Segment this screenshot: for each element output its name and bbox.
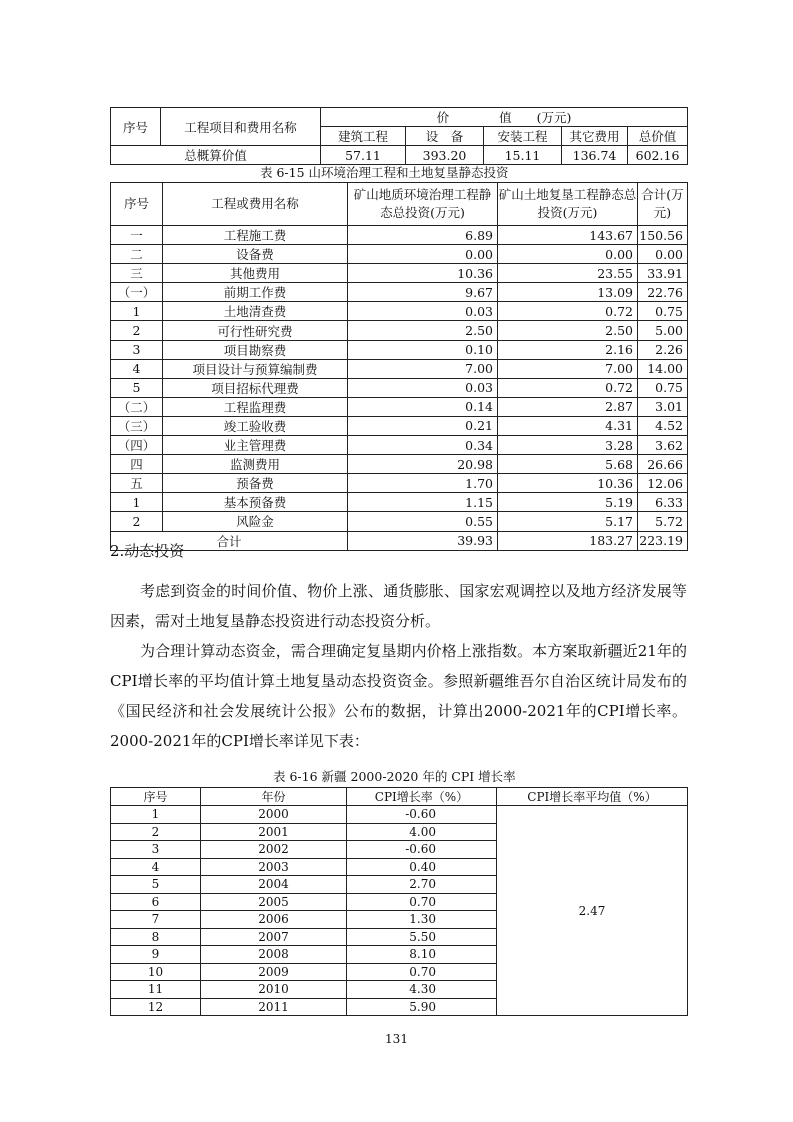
table-row	[111, 146, 688, 165]
row-total: 14.00	[638, 359, 688, 378]
row-no: 1	[111, 493, 163, 512]
row-env: 0.55	[348, 512, 498, 531]
table-row	[111, 283, 688, 302]
row-no: 五	[111, 474, 163, 493]
row-name: 前期工作费	[163, 283, 348, 302]
table-caption: 表 6-15 山环境治理工程和土地复垦静态投资	[260, 165, 509, 180]
row-land: 3.28	[498, 436, 638, 455]
row-name: 设备费	[163, 245, 348, 264]
row-name: 工程监理费	[163, 397, 348, 416]
header-total: 合计(万元)	[638, 183, 688, 226]
table-row	[111, 806, 688, 824]
cell: 57.11	[321, 146, 406, 165]
row-name: 项目招标代理费	[163, 378, 348, 397]
row-name: 项目设计与预算编制费	[163, 359, 348, 378]
row-cpi: -0.60	[347, 841, 497, 859]
row-land: 7.00	[498, 359, 638, 378]
budget-summary-table	[110, 107, 688, 165]
row-land: 5.19	[498, 493, 638, 512]
row-no: （一）	[111, 283, 163, 302]
row-no: （三）	[111, 416, 163, 435]
row-env: 0.34	[348, 436, 498, 455]
header-avg: CPI增长率平均值（%）	[497, 788, 688, 806]
sum-total: 223.19	[638, 531, 688, 550]
row-year: 2000	[201, 806, 347, 824]
row-no: 2	[111, 512, 163, 531]
row-land: 0.00	[498, 245, 638, 264]
subheader: 安装工程	[484, 127, 562, 146]
row-cpi: 4.00	[347, 823, 497, 841]
row-total: 5.72	[638, 512, 688, 531]
row-cpi: 8.10	[347, 946, 497, 964]
row-cpi: 0.70	[347, 963, 497, 981]
table-row	[111, 264, 688, 283]
row-no: 四	[111, 455, 163, 474]
row-no: 一	[111, 226, 163, 245]
row-name: 工程施工费	[163, 226, 348, 245]
row-env: 0.03	[348, 302, 498, 321]
row-land: 10.36	[498, 474, 638, 493]
section-heading: 2.动态投资	[110, 542, 185, 560]
table-row	[111, 416, 688, 435]
row-cpi: 4.30	[347, 981, 497, 999]
page-number: 131	[385, 1032, 408, 1046]
header-no: 序号	[111, 183, 163, 226]
row-cpi: 0.40	[347, 858, 497, 876]
row-total: 3.01	[638, 397, 688, 416]
table-row	[111, 321, 688, 340]
row-env: 6.89	[348, 226, 498, 245]
row-name: 基本预备费	[163, 493, 348, 512]
row-no: 6	[111, 893, 201, 911]
row-no: 5	[111, 876, 201, 894]
row-no: 7	[111, 911, 201, 929]
row-cpi: 2.70	[347, 876, 497, 894]
row-no: （四）	[111, 436, 163, 455]
row-total: 0.75	[638, 302, 688, 321]
header-value: 价 值 (万元)	[321, 108, 688, 127]
row-no: 三	[111, 264, 163, 283]
row-env: 0.14	[348, 397, 498, 416]
row-no: 1	[111, 806, 201, 824]
header-name: 工程或费用名称	[163, 183, 348, 226]
row-env: 2.50	[348, 321, 498, 340]
row-total: 4.52	[638, 416, 688, 435]
row-year: 2006	[201, 911, 347, 929]
row-land: 2.87	[498, 397, 638, 416]
row-year: 2001	[201, 823, 347, 841]
row-year: 2011	[201, 998, 347, 1016]
table-row	[111, 512, 688, 531]
cell: 15.11	[484, 146, 562, 165]
row-env: 0.00	[348, 245, 498, 264]
row-no: 4	[111, 359, 163, 378]
row-no: 3	[111, 841, 201, 859]
header-no: 序号	[111, 108, 161, 146]
row-total: 0.00	[638, 245, 688, 264]
row-env: 10.36	[348, 264, 498, 283]
row-name: 土地清查费	[163, 302, 348, 321]
header-no: 序号	[111, 788, 201, 806]
sum-land: 183.27	[498, 531, 638, 550]
row-env: 1.15	[348, 493, 498, 512]
table-row	[111, 397, 688, 416]
row-total: 2.26	[638, 340, 688, 359]
row-name: 预备费	[163, 474, 348, 493]
row-land: 2.16	[498, 340, 638, 359]
row-cpi: 0.70	[347, 893, 497, 911]
table-row	[111, 436, 688, 455]
cpi-growth-table	[110, 787, 688, 1016]
row-total: 6.33	[638, 493, 688, 512]
paragraph: 考虑到资金的时间价值、物价上涨、通货膨胀、国家宏观调控以及地方经济发展等因素，需对土地复垦静态投资进行动态投资分析。	[110, 582, 687, 630]
row-no: 11	[111, 981, 201, 999]
table-row	[111, 302, 688, 321]
subheader: 设 备	[406, 127, 484, 146]
row-year: 2002	[201, 841, 347, 859]
row-land: 4.31	[498, 416, 638, 435]
row-land: 2.50	[498, 321, 638, 340]
row-year: 2009	[201, 963, 347, 981]
subheader: 其它费用	[562, 127, 628, 146]
row-cpi: -0.60	[347, 806, 497, 824]
subheader: 建筑工程	[321, 127, 406, 146]
row-no: 9	[111, 946, 201, 964]
table-row	[111, 359, 688, 378]
row-env: 9.67	[348, 283, 498, 302]
row-land: 13.09	[498, 283, 638, 302]
row-year: 2005	[201, 893, 347, 911]
row-no: 10	[111, 963, 201, 981]
table-caption: 表 6-16 新疆 2000-2020 年的 CPI 增长率	[273, 769, 516, 784]
static-investment-table	[110, 182, 688, 551]
row-no: 4	[111, 858, 201, 876]
row-land: 23.55	[498, 264, 638, 283]
header-name: 工程项目和费用名称	[161, 108, 321, 146]
row-land: 143.67	[498, 226, 638, 245]
row-no: （二）	[111, 397, 163, 416]
table-row	[111, 474, 688, 493]
row-name: 竣工验收费	[163, 416, 348, 435]
row-year: 2007	[201, 928, 347, 946]
paragraph: 为合理计算动态资金，需合理确定复垦期内价格上涨指数。本方案取新疆近21年的CPI增长率的平均值计算土地复垦动态投资资金。参照新疆维吾尔自治区统计局发布的《国民经济和社会发展统计公报》公布的数据，计算出2000-2021年的CPI增长率。2000-2021年的CPI增长率详见下表：	[110, 642, 687, 750]
row-total: 26.66	[638, 455, 688, 474]
row-total: 5.00	[638, 321, 688, 340]
cell: 393.20	[406, 146, 484, 165]
sum-label: 合计	[111, 531, 348, 550]
row-env: 0.03	[348, 378, 498, 397]
header-cpi: CPI增长率（%）	[347, 788, 497, 806]
row-no: 1	[111, 302, 163, 321]
row-land: 5.17	[498, 512, 638, 531]
cpi-average-cell: 2.47	[497, 806, 688, 1016]
table-row	[111, 378, 688, 397]
table-row	[111, 455, 688, 474]
row-name: 业主管理费	[163, 436, 348, 455]
row-no: 2	[111, 823, 201, 841]
header-year: 年份	[201, 788, 347, 806]
row-land: 0.72	[498, 378, 638, 397]
row-land: 5.68	[498, 455, 638, 474]
row-name: 可行性研究费	[163, 321, 348, 340]
sum-env: 39.93	[348, 531, 498, 550]
row-name: 监测费用	[163, 455, 348, 474]
table-row	[111, 245, 688, 264]
cell: 602.16	[628, 146, 688, 165]
row-no: 8	[111, 928, 201, 946]
row-cpi: 1.30	[347, 911, 497, 929]
row-year: 2010	[201, 981, 347, 999]
row-no: 二	[111, 245, 163, 264]
table-row	[111, 340, 688, 359]
row-no: 2	[111, 321, 163, 340]
row-total: 150.56	[638, 226, 688, 245]
table-row	[111, 226, 688, 245]
row-total: 22.76	[638, 283, 688, 302]
row-year: 2008	[201, 946, 347, 964]
table-row	[111, 493, 688, 512]
row-total: 12.06	[638, 474, 688, 493]
row-env: 7.00	[348, 359, 498, 378]
subheader: 总价值	[628, 127, 688, 146]
row-year: 2003	[201, 858, 347, 876]
row-no: 5	[111, 378, 163, 397]
row-no: 12	[111, 998, 201, 1016]
header-land: 矿山土地复垦工程静态总投资(万元)	[498, 183, 638, 226]
row-cpi: 5.90	[347, 998, 497, 1016]
row-total: 33.91	[638, 264, 688, 283]
row-name: 风险金	[163, 512, 348, 531]
row-label: 总概算价值	[111, 146, 321, 165]
row-total: 3.62	[638, 436, 688, 455]
header-env: 矿山地质环境治理工程静态总投资(万元)	[348, 183, 498, 226]
row-name: 其他费用	[163, 264, 348, 283]
row-env: 0.10	[348, 340, 498, 359]
cell: 136.74	[562, 146, 628, 165]
row-env: 0.21	[348, 416, 498, 435]
row-total: 0.75	[638, 378, 688, 397]
row-env: 1.70	[348, 474, 498, 493]
row-env: 20.98	[348, 455, 498, 474]
row-no: 3	[111, 340, 163, 359]
row-year: 2004	[201, 876, 347, 894]
row-name: 项目勘察费	[163, 340, 348, 359]
row-land: 0.72	[498, 302, 638, 321]
row-cpi: 5.50	[347, 928, 497, 946]
